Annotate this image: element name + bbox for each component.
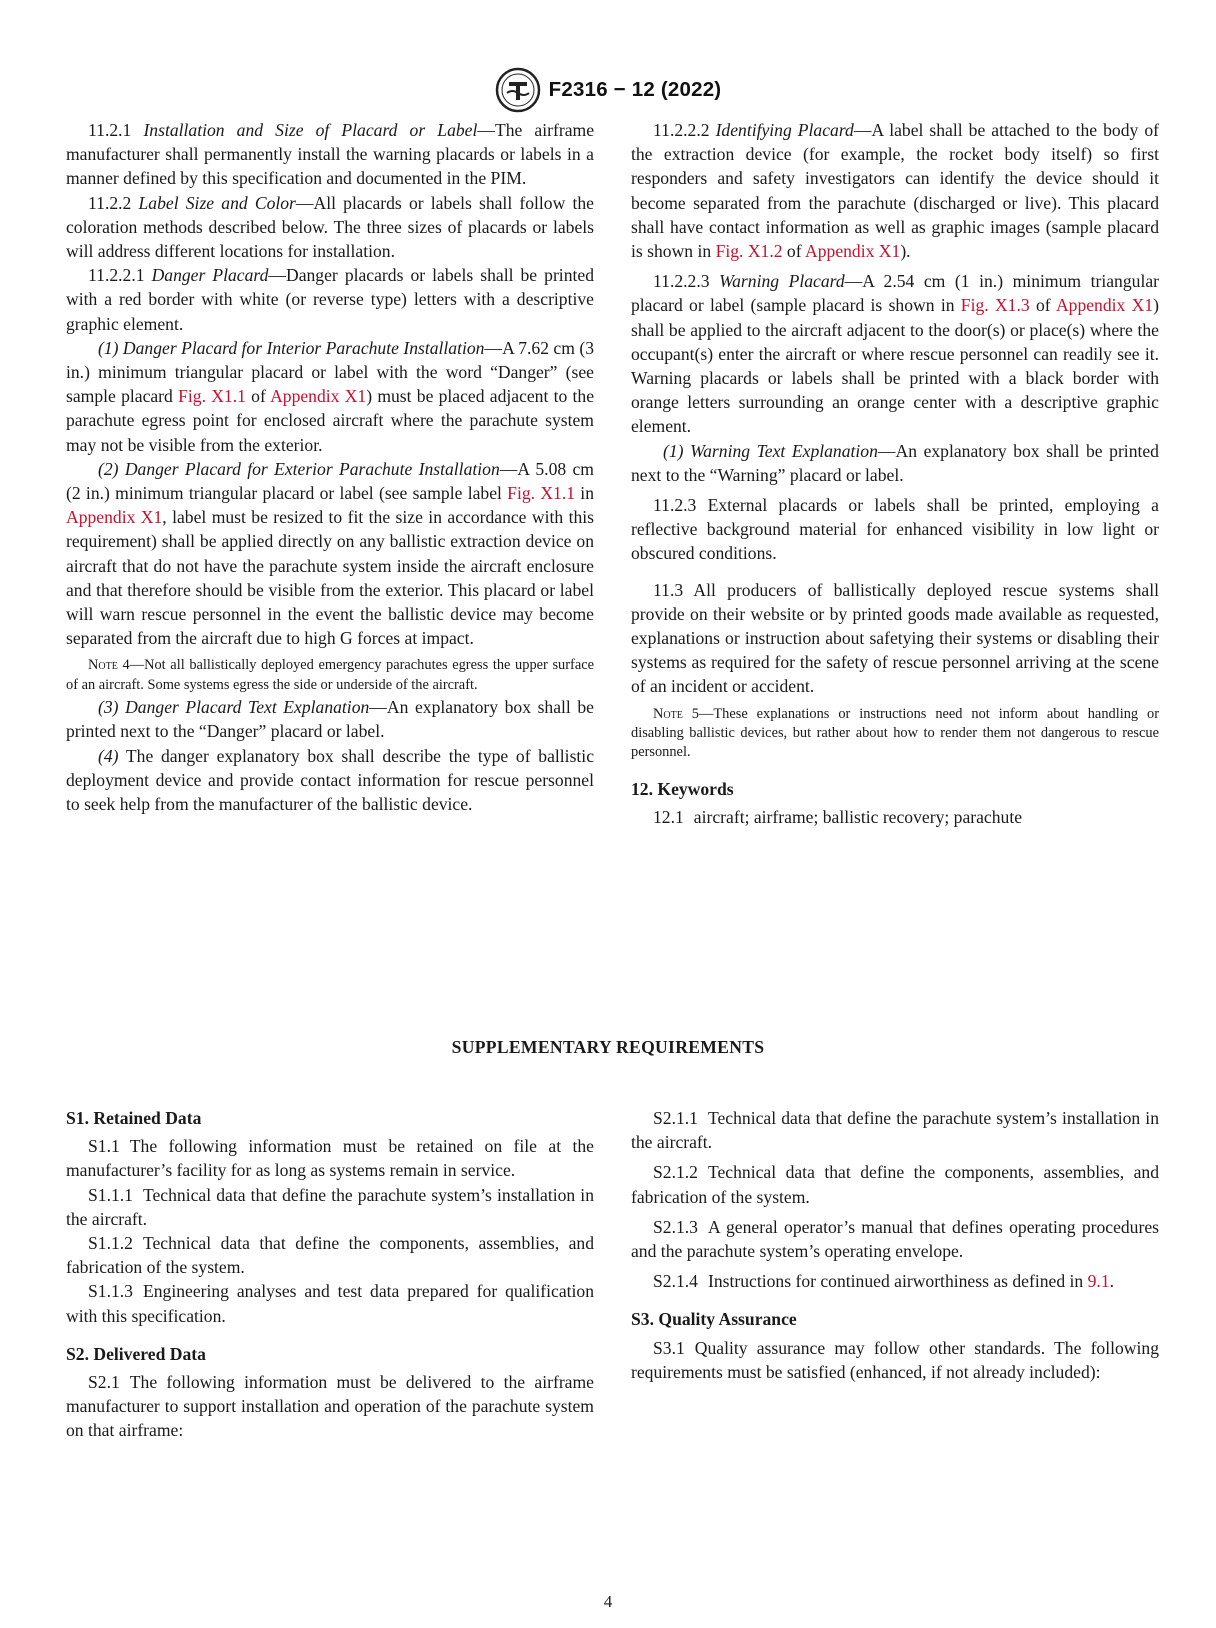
- paragraph-11-2-2: 11.2.2 Label Size and Color—All placards or labels shall follow the coloration methods described below. The three sizes of placards or labels will address different locations for installation.: [66, 192, 594, 262]
- appendix-x1-link[interactable]: Appendix X1: [270, 386, 367, 407]
- s2-heading: S2. Delivered Data: [66, 1343, 206, 1364]
- paragraph-danger-explanatory-box: (4) The danger explanatory box shall describe the type of ballistic deployment device and provide contact information for rescue personnel to seek help from the manufacturer of the ballistic device.: [66, 745, 594, 815]
- paragraph-s2-1-2: S2.1.2 Technical data that define the components, assemblies, and fabrication of the system.: [631, 1162, 1159, 1207]
- paragraph-danger-exterior: (2) Danger Placard for Exterior Parachute Installation—A 5.08 cm (2 in.) minimum triangular placard or label (see sample label Fig. X1.1 in Appendix X1, label must be resized to fit the size in accordance with this requirement) shall be applied directly on any ballistic extraction device on aircraft that do not have the parachute system inside the aircraft enclosure and that therefore should be visible from the exterior. This placard or label will warn rescue personnel in the event the ballistic device may become separated from the aircraft due to high G forces at impact.: [66, 458, 594, 649]
- right-column: [631, 118, 1159, 829]
- left-column: [66, 118, 594, 816]
- paragraph-s2-1: S2.1 The following information must be delivered to the airframe manufacturer to support installation and operation of the parachute system on that airframe:: [66, 1372, 594, 1441]
- keywords-heading: 12. Keywords: [631, 778, 734, 799]
- paragraph-warning-text-explanation: (1) Warning Text Explanation—An explanatory box shall be printed next to the “Warning” placard or label.: [631, 440, 1159, 485]
- supplementary-right-column: [631, 1106, 1159, 1384]
- paragraph-s1-1: S1.1 The following information must be retained on file at the manufacturer’s facility for as long as systems remain in service.: [66, 1136, 594, 1181]
- s3-heading: S3. Quality Assurance: [631, 1309, 797, 1330]
- paragraph-11-2-2-2: 11.2.2.2 Identifying Placard—A label shall be attached to the body of the extraction device (for example, the rocket body itself) so first responders and safety investigators can identify the device should it become separated from the parachute (discharged or live). This placard shall have contact information as well as graphic images (sample placard is shown in Fig. X1.2 of Appendix X1).: [631, 120, 1160, 262]
- paragraph-s1-1-1: S1.1.1 Technical data that define the parachute system’s installation in the aircraft.: [66, 1184, 594, 1229]
- paragraph-11-2-1: 11.2.1 Installation and Size of Placard or Label—The airframe manufacturer shall permanently install the warning placards or labels in a manner defined by this specification and documented in the PIM.: [66, 120, 595, 189]
- paragraph-12-1: 12.1 aircraft; airframe; ballistic recovery; parachute: [653, 807, 1023, 828]
- paragraph-danger-interior: (1) Danger Placard for Interior Parachute Installation—A 7.62 cm (3 in.) minimum triangular placard or label with the word “Danger” (see sample placard Fig. X1.1 of Appendix X1) must be placed adjacent to the parachute egress point for enclosed aircraft where the parachute system may not be visible from the exterior.: [66, 337, 595, 455]
- paragraph-11-2-2-1: 11.2.2.1 Danger Placard—Danger placards or labels shall be printed with a red border with white (or reverse type) letters with a descriptive graphic element.: [66, 265, 594, 334]
- appendix-x1-link[interactable]: Appendix X1: [1055, 295, 1154, 316]
- note-4: Note 4—Not all ballistically deployed emergency parachutes egress the upper surface of an aircraft. Some systems egress the side or underside of the aircraft.: [66, 657, 595, 693]
- section-9-1-link[interactable]: 9.1: [1087, 1271, 1110, 1292]
- paragraph-s3-1: S3.1 Quality assurance may follow other standards. The following requirements must be satisfied (enhanced, if not already included):: [631, 1337, 1159, 1382]
- note-5: Note 5—These explanations or instructions need not inform about handling or disabling ballistic devices, but rather about how to render them not dangerous to rescue personnel.: [631, 705, 1160, 761]
- appendix-x1-link[interactable]: Appendix X1: [66, 507, 163, 528]
- paragraph-s2-1-1: S2.1.1 Technical data that define the parachute system’s installation in the aircraft.: [631, 1108, 1159, 1153]
- paragraph-11-2-3: 11.2.3 External placards or labels shall be printed, employing a reflective background material for enhanced visibility in low light or obscured conditions.: [631, 495, 1159, 564]
- fig-x1-3-link[interactable]: Fig. X1.3: [960, 295, 1030, 316]
- fig-x1-2-link[interactable]: Fig. X1.2: [715, 241, 783, 262]
- paragraph-danger-text-explanation: (3) Danger Placard Text Explanation—An explanatory box shall be printed next to the “Danger” placard or label.: [66, 697, 594, 742]
- supplementary-left-column: [66, 1106, 594, 1443]
- page-number: 4: [603, 1592, 613, 1611]
- paragraph-s2-1-4: S2.1.4 Instructions for continued airworthiness as defined in 9.1.: [653, 1271, 1115, 1292]
- appendix-x1-link[interactable]: Appendix X1: [805, 241, 901, 262]
- supplementary-requirements-title: SUPPLEMENTARY REQUIREMENTS: [451, 1037, 765, 1057]
- document-designation: F2316 − 12 (2022): [548, 78, 722, 101]
- paragraph-s1-1-2: S1.1.2 Technical data that define the components, assemblies, and fabrication of the system.: [66, 1233, 594, 1278]
- paragraph-11-3: 11.3 All producers of ballistically deployed rescue systems shall provide on their website or by printed goods made available as requested, explanations or instruction about safetying their systems or disabling their systems as required for the safety of rescue personnel arriving at the scene of an incident or accident.: [631, 579, 1159, 697]
- astm-logo-icon: [495, 67, 541, 113]
- fig-x1-1-link[interactable]: Fig. X1.1: [178, 386, 246, 407]
- fig-x1-1-link[interactable]: Fig. X1.1: [507, 483, 576, 504]
- paragraph-s2-1-3: S2.1.3 A general operator’s manual that defines operating procedures and the parachute system’s operating envelope.: [631, 1216, 1159, 1262]
- paragraph-11-2-2-3: 11.2.2.3 Warning Placard—A 2.54 cm (1 in.) minimum triangular placard or label (sample placard is shown in Fig. X1.3 of Appendix X1) shall be applied to the aircraft adjacent to the door(s) or place(s) where the occupant(s) enter the aircraft or where rescue personnel can readily see it. Warning placards or labels shall be printed with a black border with orange letters surrounding an orange center with a descriptive graphic element.: [631, 271, 1159, 437]
- page-header: [0, 70, 1216, 110]
- s1-heading: S1. Retained Data: [66, 1108, 202, 1128]
- paragraph-s1-1-3: S1.1.3 Engineering analyses and test data prepared for qualification with this specification.: [66, 1281, 594, 1326]
